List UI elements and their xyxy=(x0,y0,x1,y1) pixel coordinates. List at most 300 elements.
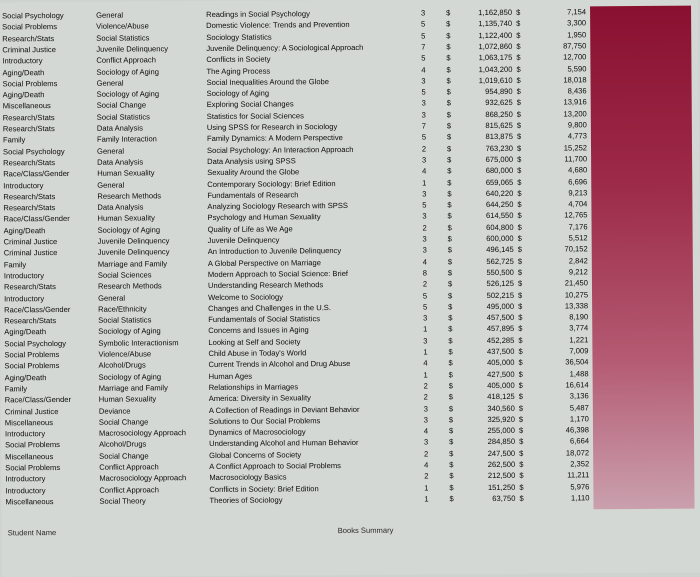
units-cell: 13,916 xyxy=(563,97,587,107)
sales-cell: 815,625 xyxy=(485,120,513,131)
category-cell: Social Psychology xyxy=(4,338,67,349)
title-cell: Using SPSS for Research in Sociology xyxy=(206,122,338,132)
edition-cell: 3 xyxy=(420,8,426,18)
currency-cell: $ xyxy=(518,324,523,334)
title-cell: Conflicts in Society: Brief Edition xyxy=(209,483,319,494)
units-cell: 9,800 xyxy=(567,120,587,130)
currency-cell: $ xyxy=(516,86,521,96)
currency-cell: $ xyxy=(446,76,451,86)
currency-cell: $ xyxy=(448,392,454,402)
subcategory-cell: Alcohol/Drugs xyxy=(99,439,147,450)
category-cell: Research/Stats xyxy=(3,191,56,202)
title-cell: A Global Perspective on Marriage xyxy=(207,257,321,268)
edition-cell: 5 xyxy=(421,53,426,63)
currency-cell: $ xyxy=(517,188,522,198)
currency-cell: $ xyxy=(448,313,453,323)
title-cell: Fundamentals of Social Statistics xyxy=(208,314,321,325)
edition-cell: 3 xyxy=(421,98,426,108)
title-cell: Social Psychology: An Interaction Approach xyxy=(206,144,354,155)
units-cell: 4,773 xyxy=(567,131,587,141)
currency-cell: $ xyxy=(446,64,451,74)
sales-cell: 763,230 xyxy=(485,143,514,153)
title-cell: Modern Approach to Social Science: Brief xyxy=(207,268,349,279)
category-cell: Social Problems xyxy=(5,463,61,473)
title-cell: Data Analysis using SPSS xyxy=(207,156,296,166)
currency-cell: $ xyxy=(446,30,451,40)
subcategory-cell: General xyxy=(96,10,124,20)
subcategory-cell: Social Change xyxy=(99,451,149,461)
subcategory-cell: General xyxy=(96,78,124,88)
category-cell: Social Problems xyxy=(5,440,60,450)
units-cell: 46,398 xyxy=(565,425,590,435)
units-cell: 11,700 xyxy=(564,154,588,164)
edition-cell: 3 xyxy=(421,76,426,86)
category-cell: Introductory xyxy=(2,56,43,66)
subcategory-cell: Alcohol/Drugs xyxy=(98,360,146,371)
edition-cell: 1 xyxy=(424,483,429,493)
currency-cell: $ xyxy=(518,403,524,413)
units-cell: 18,072 xyxy=(565,448,590,458)
currency-cell: $ xyxy=(449,482,454,492)
currency-cell: $ xyxy=(518,290,523,300)
category-cell: Introductory xyxy=(3,271,45,281)
subcategory-cell: Social Statistics xyxy=(96,112,151,122)
units-cell: 10,275 xyxy=(564,289,589,300)
edition-cell: 1 xyxy=(423,370,428,380)
sales-cell: 550,500 xyxy=(486,267,514,277)
currency-cell: $ xyxy=(516,30,521,40)
edition-cell: 1 xyxy=(423,347,428,357)
category-cell: Criminal Justice xyxy=(4,406,59,416)
category-cell: Research/Stats xyxy=(3,203,56,213)
title-cell: The Aging Process xyxy=(206,66,271,76)
title-cell: Exploring Social Changes xyxy=(206,99,294,110)
title-cell: An Introduction to Juvenile Delinquency xyxy=(207,246,342,257)
subcategory-cell: Sociology of Aging xyxy=(98,326,161,337)
category-cell: Family xyxy=(2,135,26,145)
category-cell: Research/Stats xyxy=(2,124,55,134)
edition-cell: 2 xyxy=(423,392,428,402)
edition-cell: 4 xyxy=(422,257,427,267)
units-cell: 87,750 xyxy=(563,41,587,51)
currency-cell: $ xyxy=(518,380,523,390)
category-cell: Introductory xyxy=(4,293,45,303)
edition-cell: 3 xyxy=(423,336,428,346)
subcategory-cell: Marriage and Family xyxy=(97,258,168,269)
subcategory-cell: Macrosociology Approach xyxy=(98,428,186,438)
currency-cell: $ xyxy=(516,7,521,17)
category-cell: Aging/Death xyxy=(2,90,45,100)
subcategory-cell: Symbolic Interactionism xyxy=(98,337,179,348)
currency-cell: $ xyxy=(519,448,524,458)
sales-cell: 405,000 xyxy=(487,358,515,368)
category-cell: Social Problems xyxy=(2,78,58,89)
title-cell: Juvenile Delinquency: A Sociological Approach xyxy=(206,42,364,53)
units-cell: 1,950 xyxy=(567,29,587,40)
title-cell: Solutions to Our Social Problems xyxy=(208,416,321,426)
category-cell: Aging/Death xyxy=(3,225,46,236)
category-cell: Introductory xyxy=(5,474,46,484)
subcategory-cell: Family Interaction xyxy=(96,134,157,145)
sales-cell: 284,850 xyxy=(487,437,516,447)
sales-cell: 1,135,740 xyxy=(478,19,513,29)
currency-cell: $ xyxy=(446,53,451,63)
category-cell: Social Problems xyxy=(4,350,60,360)
currency-cell: $ xyxy=(449,471,454,481)
sales-cell: 1,122,400 xyxy=(478,30,513,40)
units-cell: 12,765 xyxy=(564,210,588,220)
subcategory-cell: Juvenile Delinquency xyxy=(97,247,170,258)
currency-cell: $ xyxy=(517,177,522,187)
currency-cell: $ xyxy=(447,268,453,278)
sales-cell: 1,043,200 xyxy=(478,64,513,74)
currency-cell: $ xyxy=(519,437,524,447)
edition-cell: 7 xyxy=(421,121,426,131)
sales-cell: 562,725 xyxy=(486,256,514,266)
category-cell: Miscellaneous xyxy=(5,496,54,507)
edition-cell: 5 xyxy=(422,302,428,312)
subcategory-cell: Marriage and Family xyxy=(98,383,168,393)
units-cell: 2,352 xyxy=(570,459,590,469)
edition-cell: 2 xyxy=(423,449,429,459)
currency-cell: $ xyxy=(516,143,522,153)
currency-cell: $ xyxy=(518,301,523,311)
currency-cell: $ xyxy=(446,42,451,52)
units-cell: 9,213 xyxy=(568,188,588,198)
edition-cell: 3 xyxy=(423,415,429,425)
subcategory-cell: Violence/Abuse xyxy=(96,21,149,32)
edition-cell: 3 xyxy=(421,110,426,120)
currency-cell: $ xyxy=(447,234,452,244)
subcategory-cell: Social Statistics xyxy=(98,315,152,325)
category-cell: Aging/Death xyxy=(4,327,47,337)
edition-cell: 8 xyxy=(422,268,428,278)
title-cell: Looking at Self and Society xyxy=(208,337,301,347)
edition-cell: 3 xyxy=(423,313,428,323)
subcategory-cell: Research Methods xyxy=(97,191,162,201)
units-cell: 1,170 xyxy=(569,414,589,424)
subcategory-cell: Violence/Abuse xyxy=(98,349,152,359)
title-cell: Contemporary Sociology: Brief Edition xyxy=(207,178,336,189)
title-cell: Fundamentals of Research xyxy=(207,190,299,200)
edition-cell: 2 xyxy=(421,144,427,154)
footer-student-name: Student Name xyxy=(7,528,57,538)
units-cell: 13,338 xyxy=(564,301,589,311)
sales-cell: 255,000 xyxy=(487,425,516,436)
currency-cell: $ xyxy=(517,278,523,289)
currency-cell: $ xyxy=(447,189,452,199)
edition-cell: 4 xyxy=(424,460,429,470)
currency-cell: $ xyxy=(447,177,452,187)
title-cell: Understanding Alcohol and Human Behavior xyxy=(209,438,359,449)
units-cell: 7,009 xyxy=(569,346,589,356)
currency-cell: $ xyxy=(448,290,453,300)
subcategory-cell: Research Methods xyxy=(97,281,162,291)
title-cell: Statistics for Social Sciences xyxy=(206,111,304,121)
currency-cell: $ xyxy=(446,98,451,108)
title-cell: Sociology of Aging xyxy=(206,88,270,99)
units-cell: 5,976 xyxy=(570,481,590,492)
sales-cell: 262,500 xyxy=(487,459,516,470)
subcategory-cell: General xyxy=(98,293,126,303)
units-cell: 70,152 xyxy=(564,244,588,254)
units-cell: 1,221 xyxy=(569,335,589,345)
title-cell: Psychology and Human Sexuality xyxy=(207,212,321,223)
subcategory-cell: Sociology of Aging xyxy=(96,89,160,99)
title-cell: Domestic Violence: Trends and Prevention xyxy=(206,20,350,31)
units-cell: 18,018 xyxy=(563,75,587,85)
currency-cell: $ xyxy=(449,448,454,458)
currency-cell: $ xyxy=(447,222,452,233)
currency-cell: $ xyxy=(519,493,524,503)
edition-cell: 3 xyxy=(422,234,427,244)
sales-cell: 63,750 xyxy=(492,493,516,503)
category-cell: Aging/Death xyxy=(2,67,45,77)
sales-cell: 675,000 xyxy=(485,154,514,164)
currency-cell: $ xyxy=(448,415,454,425)
subcategory-cell: General xyxy=(97,180,125,190)
title-cell: Changes and Challenges in the U.S. xyxy=(208,302,332,313)
subcategory-cell: Social Sciences xyxy=(97,270,152,280)
currency-cell: $ xyxy=(449,437,454,447)
category-cell: Family xyxy=(4,384,28,394)
title-cell: Juvenile Delinquency xyxy=(207,235,280,245)
subcategory-cell: Social Change xyxy=(98,417,149,427)
currency-cell: $ xyxy=(447,245,452,255)
sales-cell: 495,000 xyxy=(486,301,515,311)
currency-cell: $ xyxy=(447,256,453,266)
subcategory-cell: Deviance xyxy=(98,406,131,416)
units-cell: 8,436 xyxy=(567,86,587,96)
currency-cell: $ xyxy=(446,87,451,97)
title-cell: Current Trends in Alcohol and Drug Abuse xyxy=(208,359,351,370)
title-cell: A Collection of Readings in Deviant Behavior xyxy=(208,404,360,415)
currency-cell: $ xyxy=(448,347,453,357)
currency-cell: $ xyxy=(517,165,522,176)
units-cell: 4,704 xyxy=(568,199,588,209)
category-cell: Social Problems xyxy=(2,22,58,32)
sales-cell: 868,250 xyxy=(485,109,513,119)
currency-cell: $ xyxy=(518,425,524,435)
sales-cell: 1,063,175 xyxy=(478,53,513,63)
subcategory-cell: Conflict Approach xyxy=(99,462,159,472)
category-cell: Research/Stats xyxy=(2,112,55,123)
category-cell: Miscellaneous xyxy=(5,451,54,462)
currency-cell: $ xyxy=(519,471,524,481)
title-cell: Social Inequalities Around the Globe xyxy=(206,76,330,87)
subcategory-cell: Human Sexuality xyxy=(98,394,157,404)
sales-cell: 680,000 xyxy=(485,166,514,176)
sales-cell: 457,895 xyxy=(486,324,515,334)
sales-cell: 954,890 xyxy=(485,86,513,97)
sales-cell: 604,800 xyxy=(486,222,514,232)
edition-cell: 5 xyxy=(421,132,427,142)
currency-cell: $ xyxy=(518,358,523,368)
sales-cell: 212,500 xyxy=(487,471,516,481)
sales-cell: 247,500 xyxy=(487,448,516,458)
edition-cell: 1 xyxy=(424,494,429,504)
units-cell: 6,664 xyxy=(570,436,590,446)
currency-cell: $ xyxy=(517,267,523,277)
edition-cell: 4 xyxy=(421,64,426,74)
subcategory-cell: Conflict Approach xyxy=(96,55,156,65)
currency-cell: $ xyxy=(516,19,521,29)
category-cell: Introductory xyxy=(3,180,44,190)
title-cell: Concerns and Issues in Aging xyxy=(208,325,309,336)
category-cell: Research/Stats xyxy=(3,282,56,292)
category-cell: Research/Stats xyxy=(3,157,56,168)
subcategory-cell: Data Analysis xyxy=(97,202,144,212)
category-cell: Research/Stats xyxy=(4,316,57,326)
units-cell: 3,300 xyxy=(567,18,587,28)
units-cell: 3,774 xyxy=(569,323,589,333)
currency-cell: $ xyxy=(518,391,524,402)
category-cell: Research/Stats xyxy=(2,33,55,44)
currency-cell: $ xyxy=(518,369,523,379)
currency-cell: $ xyxy=(447,211,452,221)
edition-cell: 5 xyxy=(421,87,426,97)
edition-cell: 2 xyxy=(422,223,427,233)
currency-cell: $ xyxy=(446,132,452,142)
units-cell: 21,450 xyxy=(564,278,588,288)
sales-cell: 600,000 xyxy=(486,233,514,244)
currency-cell: $ xyxy=(516,64,521,74)
currency-cell: $ xyxy=(446,143,452,153)
subcategory-cell: Macrosociology Approach xyxy=(99,473,187,484)
category-cell: Race/Class/Gender xyxy=(4,395,72,405)
title-cell: Analyzing Sociology Research with SPSS xyxy=(207,201,349,212)
title-cell: Human Ages xyxy=(208,371,253,381)
edition-cell: 5 xyxy=(422,290,428,300)
currency-cell: $ xyxy=(449,494,454,504)
title-cell: Sexuality Around the Globe xyxy=(207,167,300,178)
sales-cell: 437,500 xyxy=(486,346,515,357)
units-cell: 5,487 xyxy=(569,402,589,412)
subcategory-cell: Race/Ethnicity xyxy=(98,304,147,314)
currency-cell: $ xyxy=(518,346,523,356)
units-cell: 36,504 xyxy=(565,357,589,367)
currency-cell: $ xyxy=(446,109,452,120)
subcategory-cell: Human Sexuality xyxy=(97,168,155,178)
units-cell: 8,190 xyxy=(569,312,589,322)
category-cell: Race/Class/Gender xyxy=(3,214,70,224)
subcategory-cell: Data Analysis xyxy=(97,157,144,167)
sales-cell: 496,145 xyxy=(486,245,514,255)
currency-cell: $ xyxy=(448,358,453,368)
currency-cell: $ xyxy=(448,369,453,379)
currency-cell: $ xyxy=(448,403,454,413)
currency-cell: $ xyxy=(516,98,521,108)
currency-cell: $ xyxy=(518,335,523,345)
currency-cell: $ xyxy=(517,154,522,164)
currency-cell: $ xyxy=(516,75,521,85)
currency-cell: $ xyxy=(446,8,451,18)
title-cell: Relationships in Marriages xyxy=(208,382,299,392)
units-cell: 7,154 xyxy=(567,7,587,17)
sales-cell: 457,500 xyxy=(486,312,515,323)
currency-cell: $ xyxy=(517,256,523,266)
units-cell: 12,700 xyxy=(563,52,587,62)
edition-cell: 4 xyxy=(423,426,429,436)
title-cell: Theories of Sociology xyxy=(209,495,283,505)
currency-cell: $ xyxy=(517,233,522,243)
sales-cell: 1,162,850 xyxy=(478,7,513,18)
title-cell: Understanding Research Methods xyxy=(207,280,324,291)
currency-cell: $ xyxy=(448,302,453,312)
category-cell: Race/Class/Gender xyxy=(3,169,70,179)
sales-cell: 340,560 xyxy=(487,403,515,413)
edition-cell: 2 xyxy=(423,381,428,391)
currency-cell: $ xyxy=(447,200,452,210)
currency-cell: $ xyxy=(516,132,522,142)
edition-cell: 1 xyxy=(422,177,427,187)
currency-cell: $ xyxy=(448,335,453,346)
edition-cell: 3 xyxy=(422,245,427,255)
subcategory-cell: General xyxy=(96,146,125,156)
sales-cell: 151,250 xyxy=(487,482,516,492)
currency-cell: $ xyxy=(446,19,451,29)
subcategory-cell: Sociology of Aging xyxy=(98,371,162,382)
currency-cell: $ xyxy=(446,121,452,131)
currency-cell: $ xyxy=(447,279,453,289)
currency-cell: $ xyxy=(517,222,522,232)
currency-cell: $ xyxy=(518,414,524,424)
edition-cell: 5 xyxy=(422,200,427,210)
title-cell: America: Diversity in Sexuality xyxy=(208,393,311,404)
currency-cell: $ xyxy=(519,459,524,469)
units-cell: 16,614 xyxy=(565,380,589,390)
sales-cell: 614,550 xyxy=(486,211,514,221)
subcategory-cell: Data Analysis xyxy=(96,123,143,133)
subcategory-cell: Conflict Approach xyxy=(99,484,159,495)
sales-cell: 418,125 xyxy=(487,392,515,402)
category-cell: Aging/Death xyxy=(4,372,47,383)
title-cell: Quality of Life as We Age xyxy=(207,224,293,234)
category-cell: Introductory xyxy=(5,485,46,496)
units-cell: 2,842 xyxy=(568,255,588,266)
sales-cell: 325,920 xyxy=(487,414,515,424)
category-cell: Miscellaneous xyxy=(2,101,51,111)
units-cell: 13,200 xyxy=(563,109,587,119)
title-cell: A Conflict Approach to Social Problems xyxy=(209,461,341,471)
units-cell: 3,136 xyxy=(569,391,589,401)
units-cell: 9,212 xyxy=(568,267,588,277)
title-cell: Welcome to Sociology xyxy=(208,291,284,302)
currency-cell: $ xyxy=(516,41,521,51)
edition-cell: 3 xyxy=(422,189,427,199)
subcategory-cell: Juvenile Delinquency xyxy=(97,236,170,246)
subcategory-cell: Sociology of Aging xyxy=(96,66,159,77)
units-cell: 15,252 xyxy=(563,142,588,153)
sales-cell: 1,019,610 xyxy=(478,75,513,85)
footer-books-summary: Books Summary xyxy=(337,525,394,536)
currency-cell: $ xyxy=(517,211,522,221)
units-cell: 5,512 xyxy=(568,233,588,243)
currency-cell: $ xyxy=(448,426,454,436)
units-cell: 6,696 xyxy=(568,176,588,186)
currency-cell: $ xyxy=(517,199,522,209)
sales-cell: 452,285 xyxy=(486,335,515,345)
title-cell: Family Dynamics: A Modern Perspective xyxy=(206,133,343,144)
title-cell: Sociology Statistics xyxy=(206,32,272,42)
sales-cell: 502,215 xyxy=(486,290,515,300)
edition-cell: 3 xyxy=(423,403,428,413)
currency-cell: $ xyxy=(518,312,523,322)
edition-cell: 4 xyxy=(423,358,428,368)
edition-cell: 1 xyxy=(423,324,428,334)
edition-cell: 2 xyxy=(422,279,428,289)
title-cell: Global Concerns of Society xyxy=(209,450,302,460)
